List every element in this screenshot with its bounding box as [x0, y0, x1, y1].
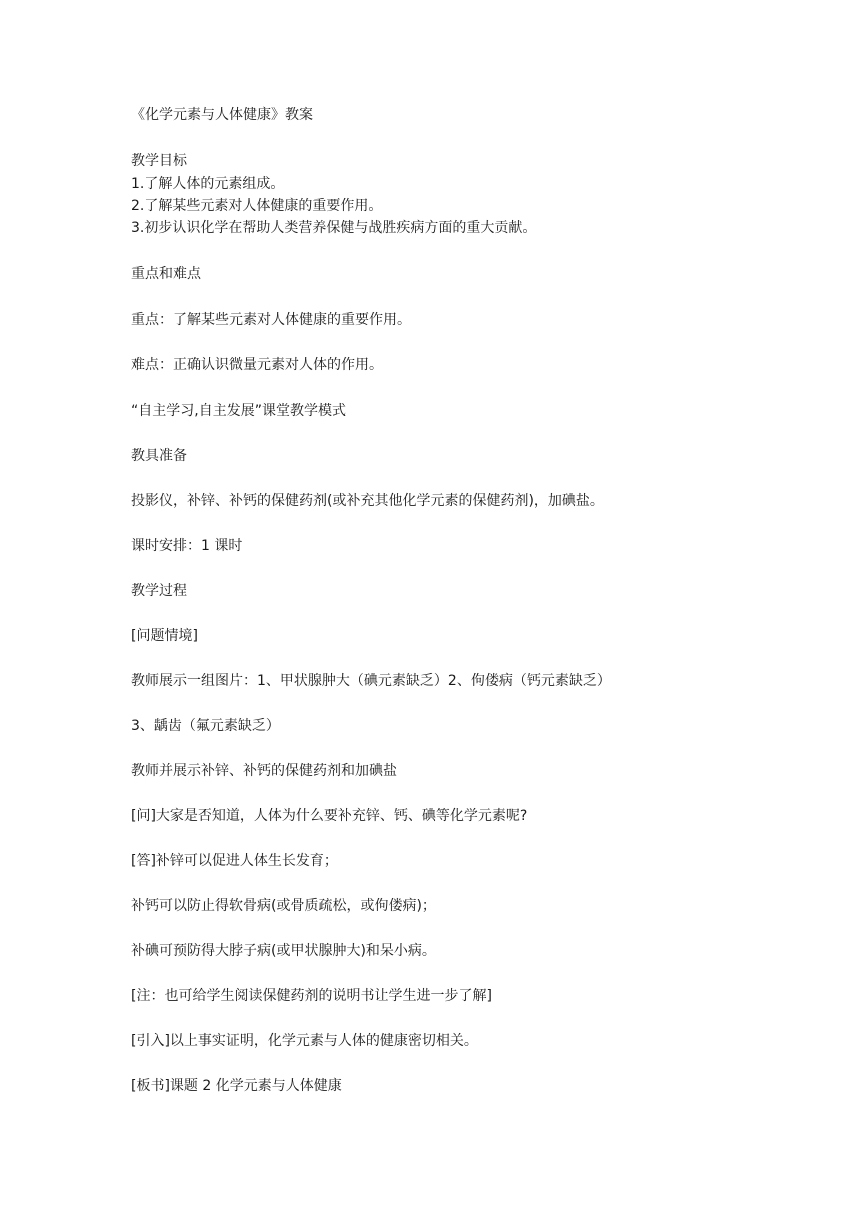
- schedule-text: 课时安排：1 课时: [131, 538, 243, 554]
- key-point: 重点：了解某些元素对人体健康的重要作用。: [131, 312, 411, 328]
- materials-heading: 教具准备: [131, 448, 187, 464]
- objective-item: 3.初步认识化学在帮助人类营养保健与战胜疾病方面的重大贡献。: [131, 220, 537, 236]
- key-points-heading: 重点和难点: [131, 266, 201, 282]
- process-line: 补碘可预防得大脖子病(或甲状腺肿大)和呆小病。: [131, 943, 436, 959]
- process-line: [答]补锌可以促进人体生长发育；: [131, 853, 338, 869]
- process-line: 补钙可以防止得软骨病(或骨质疏松，或佝偻病)；: [131, 898, 436, 914]
- process-line: [注：也可给学生阅读保健药剂的说明书让学生进一步了解]: [131, 988, 492, 1004]
- objective-item: 1.了解人体的元素组成。: [131, 176, 285, 192]
- materials-text: 投影仪，补锌、补钙的保健药剂(或补充其他化学元素的保健药剂)，加碘盐。: [131, 493, 604, 509]
- process-line: 教师展示一组图片：1、甲状腺肿大（碘元素缺乏）2、佝偻病（钙元素缺乏）: [131, 673, 611, 689]
- process-line: [板书]课题 2 化学元素与人体健康: [131, 1078, 342, 1094]
- process-line: [问]大家是否知道，人体为什么要补充锌、钙、碘等化学元素呢?: [131, 808, 528, 824]
- difficult-point: 难点：正确认识微量元素对人体的作用。: [131, 357, 383, 373]
- objectives-heading: 教学目标: [131, 153, 187, 169]
- objective-item: 2.了解某些元素对人体健康的重要作用。: [131, 198, 383, 214]
- document-title: 《化学元素与人体健康》教案: [131, 107, 313, 123]
- teaching-mode: “自主学习,自主发展”课堂教学模式: [131, 403, 346, 419]
- process-line: 3、龋齿（氟元素缺乏）: [131, 718, 280, 734]
- process-line: [问题情境]: [131, 628, 198, 644]
- process-line: [引入]以上事实证明，化学元素与人体的健康密切相关。: [131, 1033, 478, 1049]
- process-heading: 教学过程: [131, 583, 187, 599]
- process-line: 教师并展示补锌、补钙的保健药剂和加碘盐: [131, 763, 397, 779]
